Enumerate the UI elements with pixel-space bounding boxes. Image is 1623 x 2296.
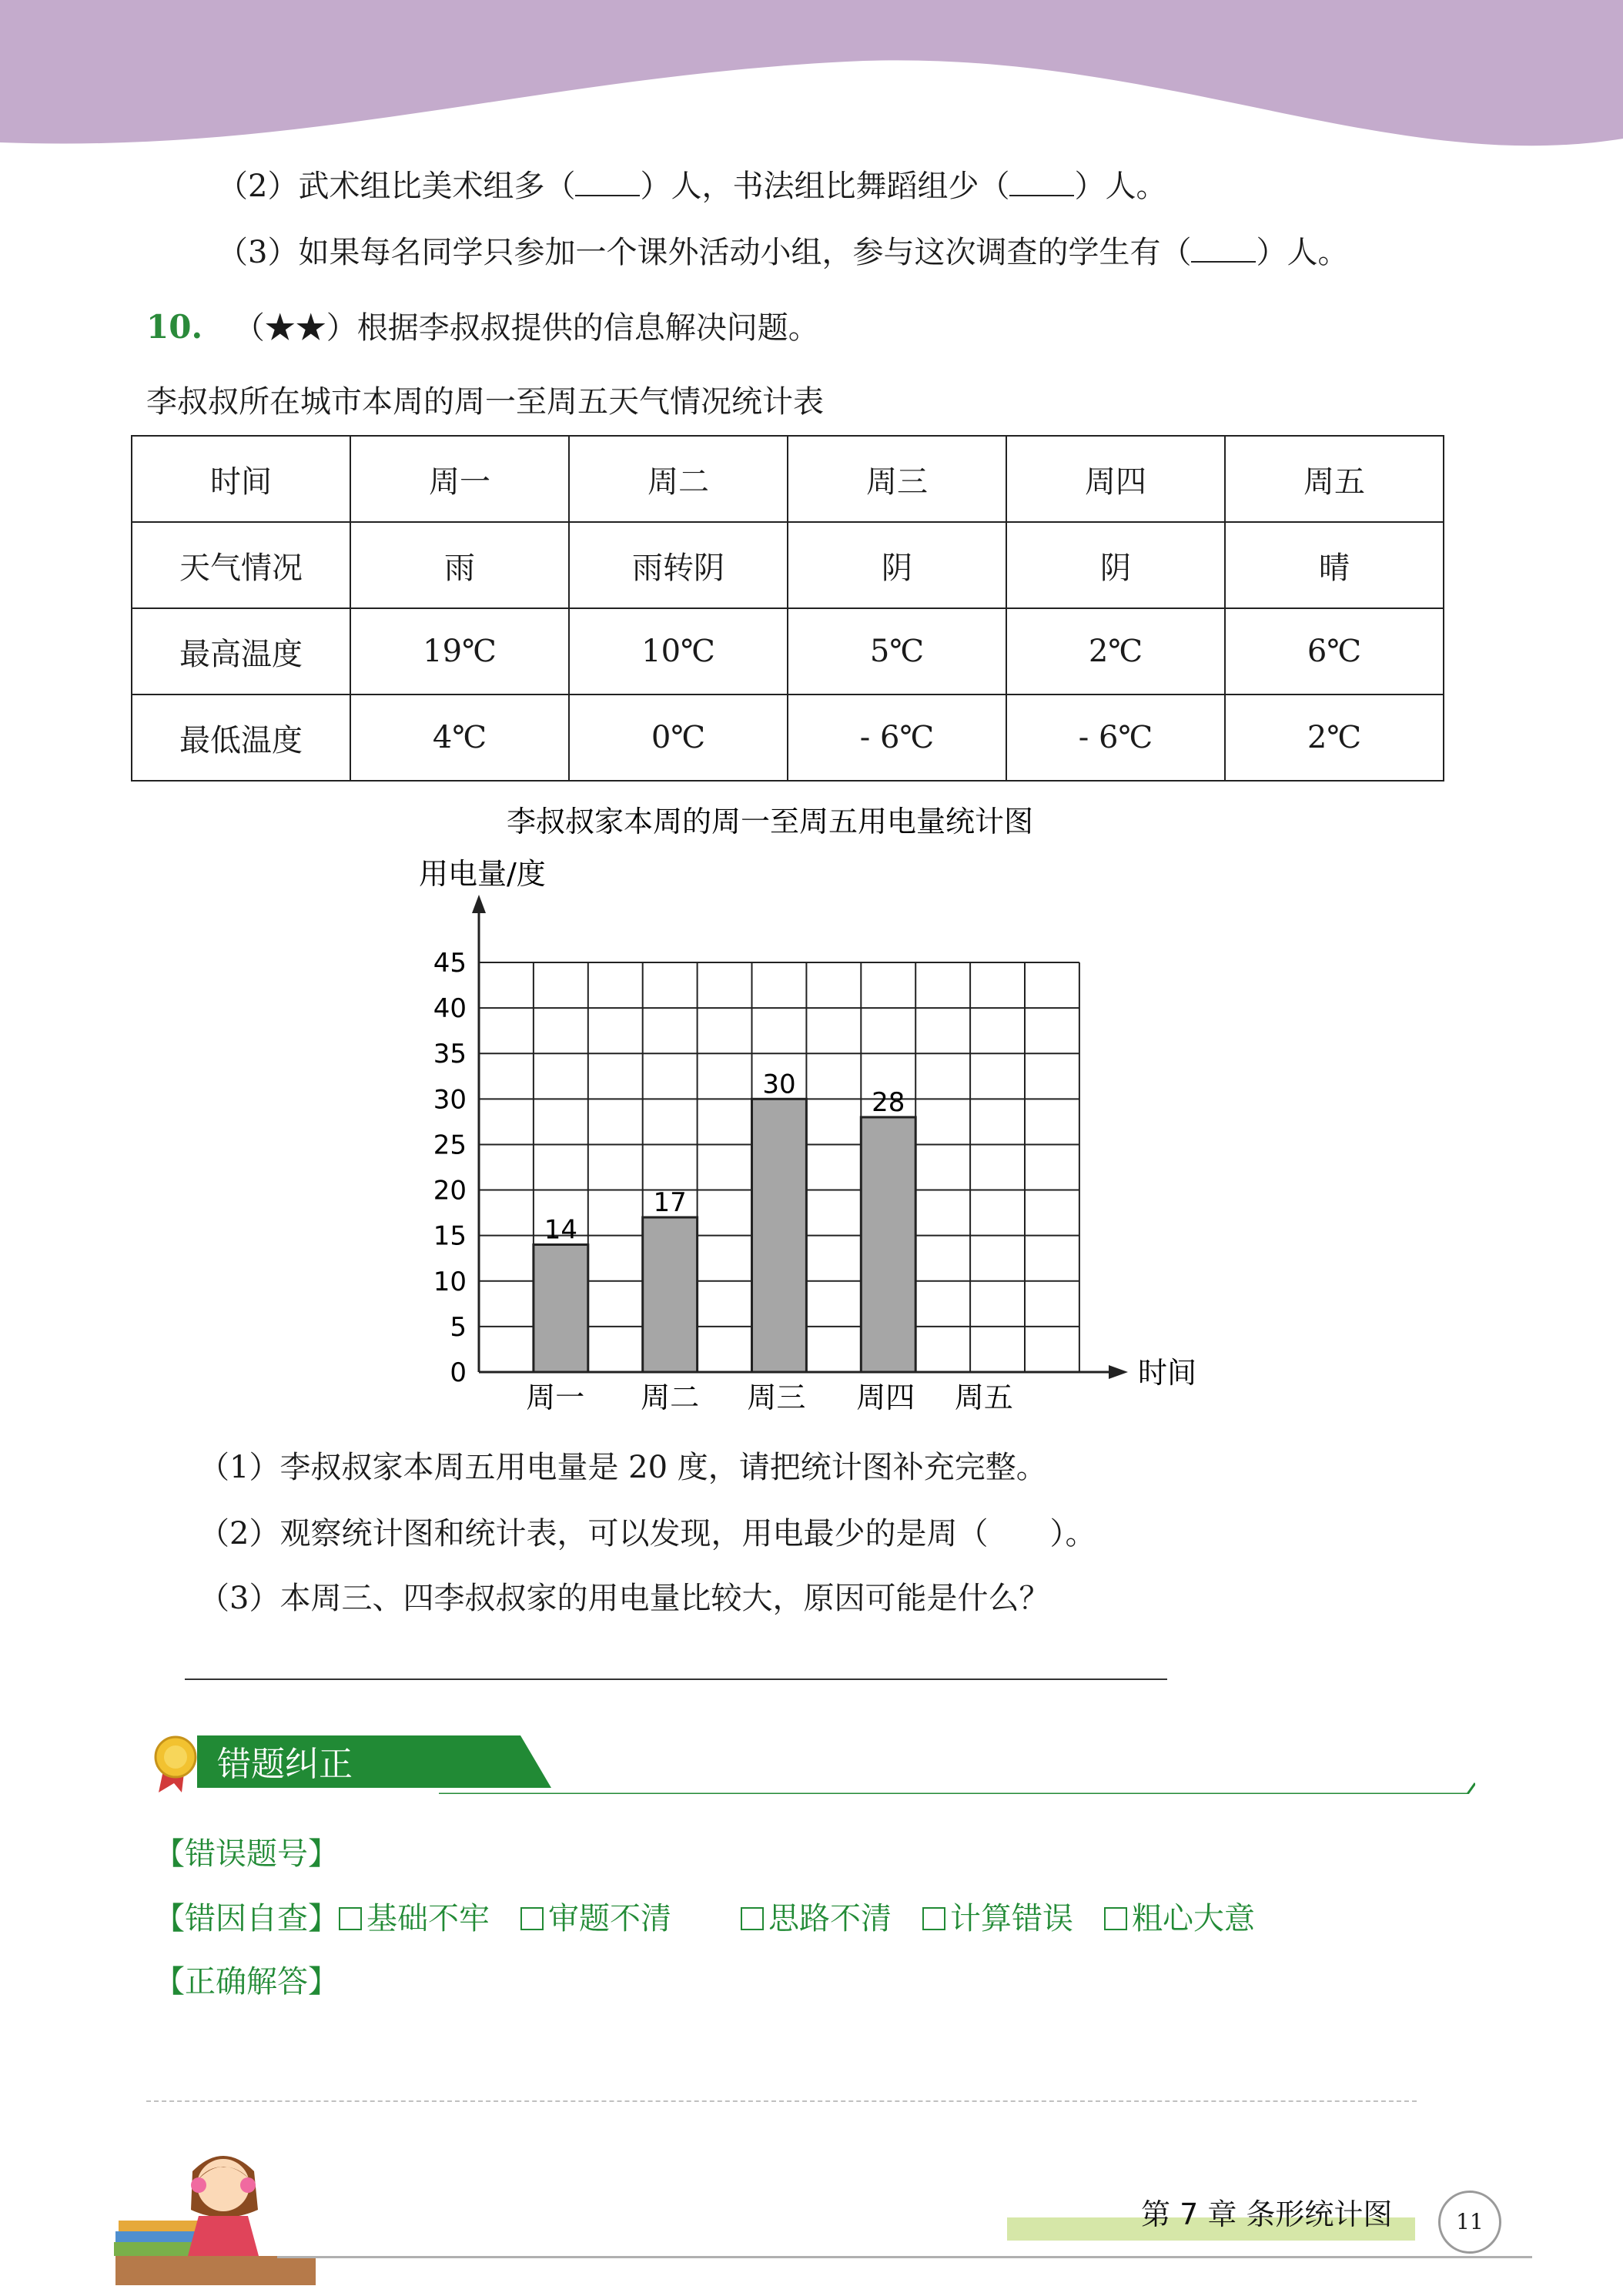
bar — [534, 1244, 588, 1372]
y-tick-label: 5 — [450, 1311, 467, 1343]
table-cell: 4℃ — [350, 694, 569, 781]
error-reason-row — [154, 1894, 1286, 1938]
sub-question-1: （1）李叔叔家本周五用电量是 20 度，请把统计图补充完整。 — [199, 1450, 1047, 1485]
electricity-bar-chart — [385, 793, 1232, 1424]
bar-data-label: 28 — [872, 1086, 905, 1118]
table-header-cell: 周五 — [1225, 436, 1444, 522]
q9-3-text-a: （3）如果每名同学只参加一个课外活动小组，参与这次调查的学生有（ — [217, 235, 1192, 270]
table-cell: 雨 — [350, 522, 569, 608]
table-cell: - 6℃ — [788, 694, 1006, 781]
chart-title: 李叔叔家本周的周一至周五用电量统计图 — [506, 805, 1034, 838]
correct-answer-label: 【正确解答】 — [154, 1964, 339, 2000]
bar-data-label: 17 — [653, 1187, 687, 1219]
table-header-cell: 时间 — [132, 436, 350, 522]
table-header-cell: 周四 — [1006, 436, 1225, 522]
question-9-part-2 — [217, 171, 1166, 202]
x-category-label: 周四 — [856, 1381, 915, 1414]
table-cell: 2℃ — [1006, 608, 1225, 694]
table-cell: 晴 — [1225, 522, 1444, 608]
medal-icon — [156, 1737, 196, 1792]
table-cell: 6℃ — [1225, 608, 1444, 694]
option-label: 基础不牢 — [366, 1901, 490, 1936]
y-tick-label: 35 — [433, 1039, 467, 1070]
table-cell: 5℃ — [788, 608, 1006, 694]
x-category-label: 周一 — [526, 1381, 585, 1414]
table-row-label: 最低温度 — [132, 694, 350, 781]
table-cell: 0℃ — [569, 694, 788, 781]
y-tick-label: 40 — [433, 993, 467, 1025]
bar — [643, 1217, 698, 1372]
answer-blank[interactable] — [1009, 194, 1074, 196]
chapter-label: 第 7 章 条形统计图 — [1141, 2197, 1393, 2231]
table-cell: 雨转阴 — [569, 522, 788, 608]
y-tick-label: 30 — [433, 1084, 467, 1116]
table-row — [132, 694, 1444, 781]
question-9-part-3 — [217, 237, 1348, 268]
y-axis-label: 用电量/度 — [419, 857, 546, 891]
bar — [861, 1117, 915, 1372]
x-axis-label: 时间 — [1138, 1356, 1197, 1390]
table-row-label: 天气情况 — [132, 522, 350, 608]
table-row — [132, 608, 1444, 694]
table-cell: 阴 — [788, 522, 1006, 608]
q9-2-text-a: （2）武术组比美术组多（ — [217, 169, 576, 204]
table-row — [132, 436, 1444, 522]
table-cell: 10℃ — [569, 608, 788, 694]
sub-question-3: （3）本周三、四李叔叔家的用电量比较大，原因可能是什么？ — [199, 1581, 1050, 1616]
table-row-label: 最高温度 — [132, 608, 350, 694]
checkbox[interactable] — [520, 1907, 544, 1930]
error-reason-option[interactable] — [1104, 1894, 1255, 1938]
checkbox[interactable] — [339, 1907, 362, 1930]
correction-title: 错题纠正 — [217, 1745, 353, 1784]
y-tick-label: 10 — [433, 1266, 467, 1297]
answer-line[interactable] — [185, 1678, 1167, 1680]
dotted-divider — [146, 2100, 1417, 2102]
q9-2-text-b: ）人，书法组比舞蹈组少（ — [640, 169, 1010, 204]
checkbox[interactable] — [741, 1907, 764, 1930]
table-title: 李叔叔所在城市本周的周一至周五天气情况统计表 — [146, 384, 824, 420]
option-label: 思路不清 — [768, 1901, 892, 1936]
question-number: 10. — [146, 308, 203, 346]
y-tick-label: 0 — [450, 1357, 467, 1388]
error-reason-option[interactable] — [741, 1894, 892, 1938]
option-label: 粗心大意 — [1132, 1901, 1255, 1936]
sub-question-2: （2）观察统计图和统计表，可以发现，用电最少的是周（ ）。 — [199, 1516, 1096, 1551]
option-label: 审题不清 — [548, 1901, 671, 1936]
question-10-text: （★★）根据李叔叔提供的信息解决问题。 — [233, 310, 819, 346]
y-tick-label: 25 — [433, 1130, 467, 1161]
table-cell: - 6℃ — [1006, 694, 1225, 781]
girl-with-books-illustration — [108, 2125, 339, 2287]
bar-data-label: 30 — [762, 1069, 796, 1100]
correction-section-header — [151, 1732, 1475, 1794]
error-reason-option[interactable] — [339, 1894, 490, 1938]
checkbox[interactable] — [922, 1907, 945, 1930]
table-header-cell: 周三 — [788, 436, 1006, 522]
table-cell: 2℃ — [1225, 694, 1444, 781]
table-row — [132, 522, 1444, 608]
error-reason-label: 【错因自查】 — [154, 1901, 339, 1936]
table-cell: 19℃ — [350, 608, 569, 694]
error-reason-option[interactable] — [520, 1894, 671, 1938]
x-axis-arrow — [1109, 1365, 1128, 1379]
q9-3-text-b: ）人。 — [1256, 235, 1349, 270]
table-cell: 阴 — [1006, 522, 1225, 608]
weather-table — [131, 435, 1444, 782]
y-tick-label: 20 — [433, 1175, 467, 1207]
y-tick-label: 15 — [433, 1220, 467, 1252]
x-category-label: 周三 — [747, 1381, 806, 1414]
table-header-cell: 周一 — [350, 436, 569, 522]
bar-data-label: 14 — [544, 1214, 577, 1246]
y-axis-arrow — [472, 895, 486, 913]
option-label: 计算错误 — [950, 1901, 1073, 1936]
bar — [752, 1099, 807, 1372]
x-category-label: 周二 — [641, 1381, 700, 1414]
answer-blank[interactable] — [1191, 260, 1256, 263]
footer-rule — [277, 2256, 1532, 2258]
page-number: 11 — [1438, 2191, 1501, 2254]
error-reason-option[interactable] — [922, 1894, 1073, 1938]
answer-blank[interactable] — [575, 194, 640, 196]
correction-rule — [439, 1783, 1475, 1794]
x-category-label: 周五 — [954, 1381, 1013, 1414]
q9-2-text-c: ）人。 — [1074, 169, 1167, 204]
y-tick-label: 45 — [433, 948, 467, 979]
header-wave-banner — [0, 0, 1623, 169]
table-header-cell: 周二 — [569, 436, 788, 522]
question-10-header — [146, 308, 819, 346]
error-number-label: 【错误题号】 — [154, 1836, 339, 1872]
checkbox[interactable] — [1104, 1907, 1127, 1930]
